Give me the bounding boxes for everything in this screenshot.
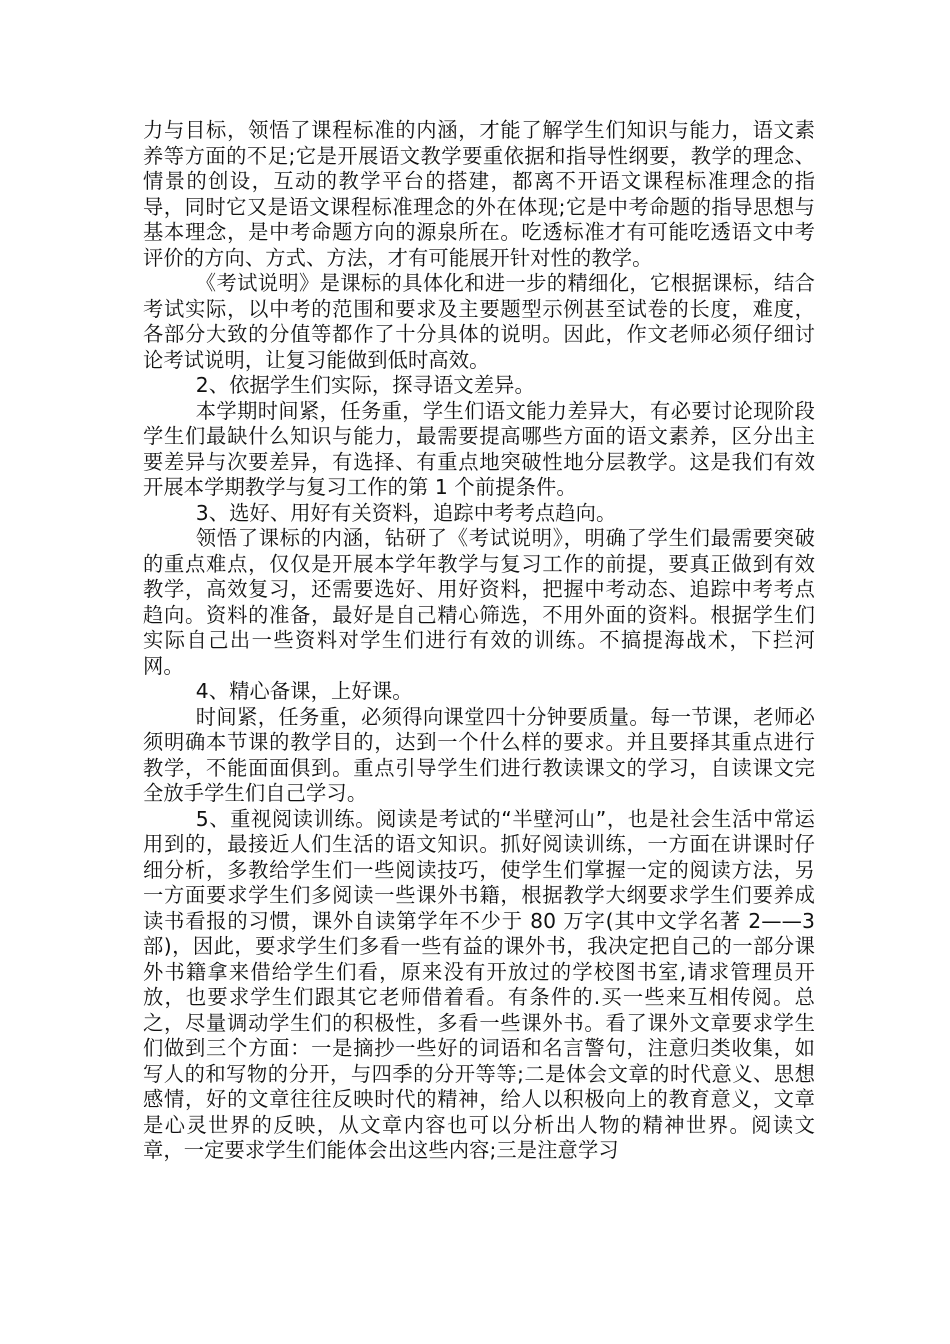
paragraph-6: 5、重视阅读训练。阅读是考试的“半壁河山”，也是社会生活中常运用到的，最接近人们生活的语文知识。抓好阅读训练，一方面在讲课时仔细分析，多教给学生们一些阅读技巧，使学生们掌握一定的阅读方法，另一方面要求学生们多阅读一些课外书籍，根据教学大纲要求学生们要养成读书看报的习惯，课外自读第学年不少于 80 万字(其中文学名著 2——3 部)，因此，要求学生们多看一些有益的课外书，我决定把自己的一部分课外书籍拿来借给学生们看，原来没有开放过的学校图书室,请求管理员开放，也要求学生们跟其它老师借着看。有条件的.买一些来互相传阅。总之，尽量调动学生们的积极性，多看一些课外书。看了课外文章要求学生们做到三个方面：一是摘抄一些好的词语和名言警句，注意归类收集，如写人的和写物的分开，与四季的分开等等;二是体会文章的时代意义、思想感情，好的文章往往反映时代的精神，给人以积极向上的教育意义，文章是心灵世界的反映，从文章内容也可以分析出人物的精神世界。阅读文章，一定要求学生们能体会出这些内容;三是注意学习: [143, 806, 815, 1162]
section-heading-3: 3、选好、用好有关资料，追踪中考考点趋向。: [195, 500, 617, 525]
paragraph-1: 力与目标，领悟了课程标准的内涵，才能了解学生们知识与能力，语文素养等方面的不足;它是开展语文教学要重依据和指导性纲要，教学的理念、情景的创设，互动的教学平台的搭建，都离不开语文课程标准理念的指导，同时它又是语文课程标准理念的外在体现;它是中考命题的指导思想与基本理念，是中考命题方向的源泉所在。吃透标准才有可能吃透语文中考评价的方向、方式、方法，才有可能展开针对性的教学。: [143, 118, 815, 270]
paragraph-3: 本学期时间紧，任务重，学生们语文能力差异大，有必要讨论现阶段学生们最缺什么知识与能力，最需要提高哪些方面的语文素养，区分出主要差异与次要差异，有选择、有重点地突破性地分层教学。这是我们有效开展本学期教学与复习工作的第 1 个前提条件。: [143, 398, 815, 499]
paragraph-5: 时间紧，任务重，必须得向课堂四十分钟要质量。每一节课，老师必须明确本节课的教学目的，达到一个什么样的要求。并且要择其重点进行教学，不能面面俱到。重点引导学生们进行教读课文的学习，自读课文完全放手学生们自己学习。: [143, 704, 815, 805]
section-heading-4: 4、精心备课，上好课。: [195, 679, 413, 703]
paragraph-2: 《考试说明》是课标的具体化和进一步的精细化，它根据课标，结合考试实际，以中考的范围和要求及主要题型示例甚至试卷的长度，难度，各部分大致的分值等都作了十分具体的说明。因此，作文老师必须仔细讨论考试说明，让复习能做到低时高效。: [143, 271, 815, 372]
paragraph-4: 领悟了课标的内涵，钻研了《考试说明》，明确了学生们最需要突破的重点难点，仅仅是开展本学年教学与复习工作的前提，要真正做到有效教学，高效复习，还需要选好、用好资料，把握中考动态、追踪中考考点趋向。资料的准备，最好是自己精心筛选，不用外面的资料。根据学生们实际自己出一些资料对学生们进行有效的训练。不搞提海战术，下拦河网。: [143, 526, 815, 678]
document-page: [143, 118, 815, 1164]
section-heading-2: 2、依据学生们实际，探寻语文差异。: [195, 373, 535, 397]
